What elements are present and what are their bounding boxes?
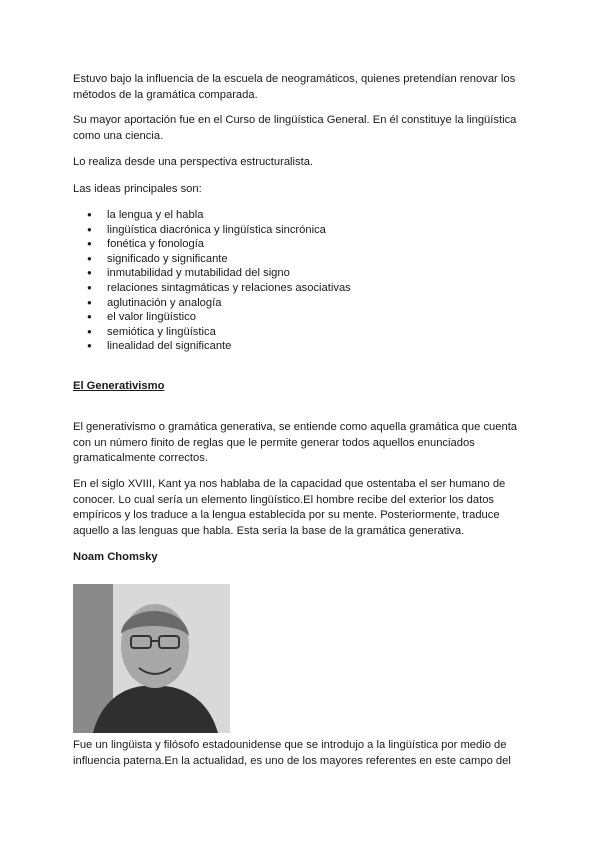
list-item: ● el valor lingüístico bbox=[73, 310, 351, 325]
list-item: ● significado y significante bbox=[73, 252, 351, 267]
list-item: ● aglutinación y analogía bbox=[73, 296, 351, 311]
paragraph-chomsky-bio: Fue un lingüista y filósofo estadounidense que se introdujo a la lingüística por medio de influencia paterna.En la actualidad, es uno de los mayores referentes en este campo del bbox=[73, 739, 511, 767]
paragraph-ideas-intro: Las ideas principales son: bbox=[73, 183, 202, 195]
section-heading-generativismo: El Generativismo bbox=[73, 380, 165, 392]
paragraph-generativismo-definicion: El generativismo o gramática generativa, se entiende como aquella gramática que cuenta con un número finito de reglas que le permite generar todos aquellos enunciados gramaticalmente correctos. bbox=[73, 421, 518, 464]
list-item: ● relaciones sintagmáticas y relaciones asociativas bbox=[73, 281, 351, 296]
ideas-list bbox=[73, 208, 351, 354]
list-item: ● lingüística diacrónica y lingüística sincrónica bbox=[73, 223, 351, 238]
portrait-photo bbox=[73, 584, 230, 733]
list-item: ● linealidad del significante bbox=[73, 339, 351, 354]
paragraph-estructuralista: Lo realiza desde una perspectiva estructuralista. bbox=[73, 156, 314, 168]
paragraph-kant: En el siglo XVIII, Kant ya nos hablaba de la capacidad que ostentaba el ser humano de conocer. Lo cual sería un elemento lingüístico.El hombre recibe del exterior los datos empíricos y los traduce a la lengua establecida por su mente. Posteriormente, traduce aquello a las lenguas que habla. Esta sería la base de la gramática generativa. bbox=[73, 478, 506, 537]
portrait-illustration bbox=[73, 584, 230, 733]
list-item: ● la lengua y el habla bbox=[73, 208, 351, 223]
list-item: ● inmutabilidad y mutabilidad del signo bbox=[73, 266, 351, 281]
section-heading-chomsky: Noam Chomsky bbox=[73, 551, 158, 563]
list-item: ● fonética y fonología bbox=[73, 237, 351, 252]
paragraph-neogramaticos: Estuvo bajo la influencia de la escuela de neogramáticos, quienes pretendían renovar los métodos de la gramática comparada. bbox=[73, 73, 516, 101]
list-item: ● semiótica y lingüística bbox=[73, 325, 351, 340]
paragraph-curso-linguistica: Su mayor aportación fue en el Curso de lingüística General. En él constituye la lingüística como una ciencia. bbox=[73, 114, 517, 142]
